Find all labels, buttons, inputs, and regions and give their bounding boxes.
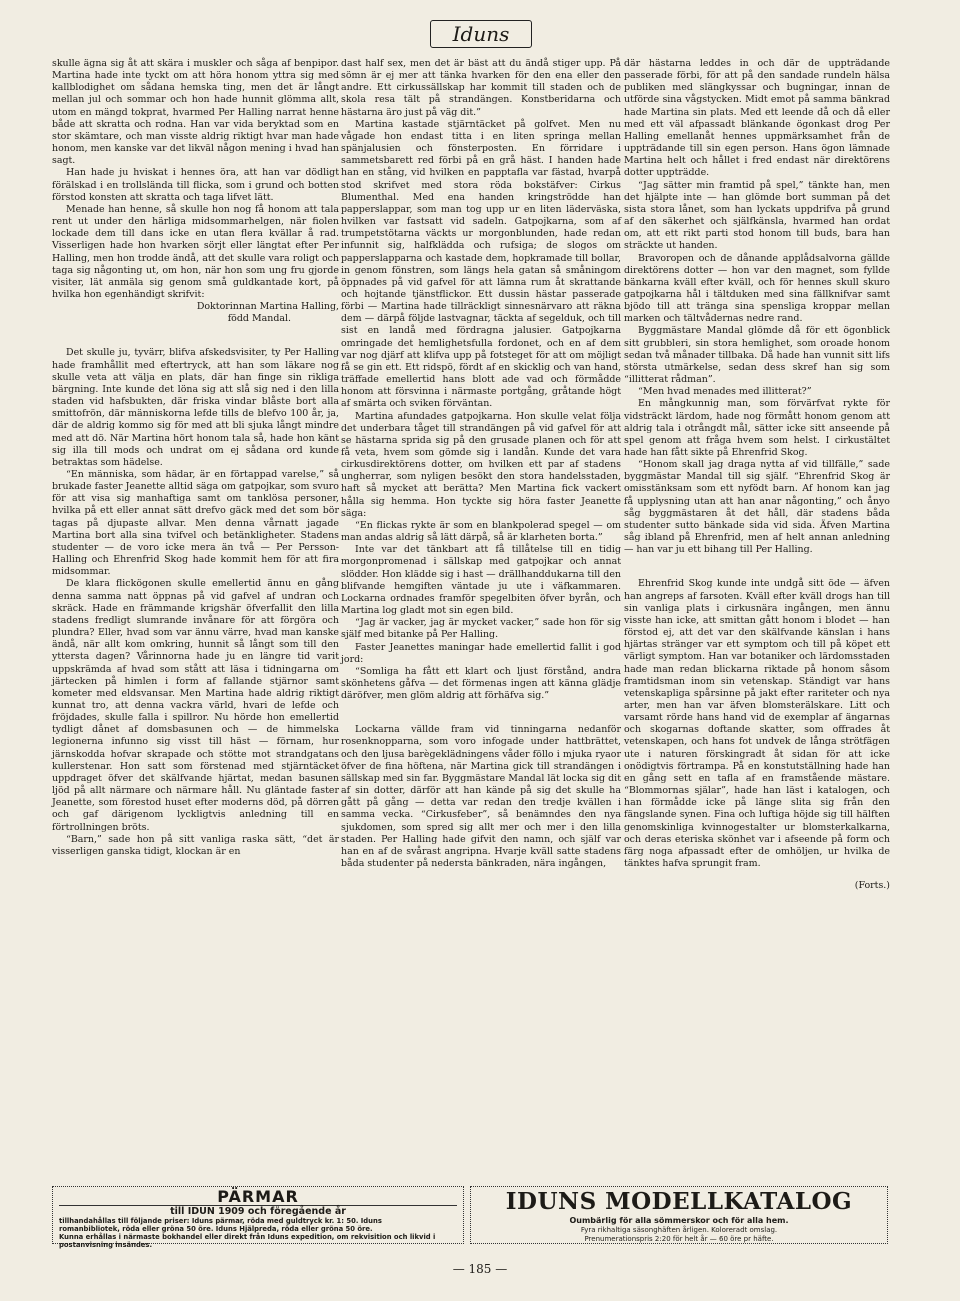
ad-title: PÄRMAR [59,1189,457,1206]
paragraph: Det skulle ju, tyvärr, blifva afskedsvisiter, ty Per Halling hade framhållit med eftertryck, att han som läkare nog skulle veta att välja en plats, där han finge sin rikliga bärgning. Inte kunde det löna sig att slå sig ned i den lilla staden vid hafsbukten, där friska vindar blåste bort alla smittofrön, där människorna lefde tills de blefvo 100 år, ja, där de aldrig kommo sig för med att bli sjuka långt mindre med att dö. När Martina hört honom tala så, hade hon känt sig illa till mods och undrat om ej sådana ord kunde betraktas som hädelse. [52,347,339,468]
continued-note: (Forts.) [854,880,890,892]
paragraph: skulle ägna sig åt att skära i muskler och såga af benpipor. Martina hade inte tyckt om att höra honom yttra sig med kallblodighet om sådana hemska ting, men det är långt mellan jul och sommar och hon hade hunnit glömma allt, utom en mängd tokprat, hvarmed Per Halling narrat henne både att skratta och rodna. Han var vida beryktad som en stor skämtare, och man visste aldrig riktigt hvar man hade honom, men kanske var det likväl någon mening i hvad han sagt. [52,58,339,167]
paragraph: Menade han henne, så skulle hon nog få honom att tala rent ut under den härliga midsommarhelgen, när fiolen lockade dem till dans icke en utan flera kvällar å rad. Visserligen hade hon hvarken sörjt eller längtat efter Per Halling, men hon trodde ändå, att det skulle vara roligt och taga sig någonting ut, om hon, när hon som ung fru gjorde visiter, lät anmäla sig genom små guldkantade kort, på hvilka hon egenhändigt skrifvit: [52,203,339,300]
paragraph: Ehrenfrid Skog kunde inte undgå sitt öde — äfven han angreps af farsoten. Kväll efter kväll drogs han till sin vanliga plats i cirkusnära ingången, men ännu visste han icke, att smittan gått honom i blodet — han förstod ej, att det var den skälfvande känslan i hans hjärtas stränger var ett symptom och till på köpet ett värligt symptom. Han var botaniker och lärdomsstaden hade man redan blickarna riktade på honom såsom framtidsman inom sin vetenskap. Ständigt var hans vetenskapliga spårsinne på jakt efter rariteter och nya arter, men han var äfven blomsterälskare. Litt och varsamt rörde hans hand vid de exemplar af ängarnas och skogarnas doftande skatter, som offrades åt vetenskapen, och hans fot undvek de långa strötfägen ute i naturen förskingradt åt sidan för att icke onödigtvis förtrampa. På en konstutställning hade han en gång sett en tafla af en framstående mästare. “Blommornas själar”, hade han läst i katalogen, och han förmådde icke på länge slita sig från den fängslande synen. Fina och luftiga höjde sig till hälften genomskinliga kvinnogestalter ur blomsterkalkarna, och deras eteriska skönhet var i afseende på form och färg noga afpassadt efter de omhöljen, ur hvilka de tänktes hafva sprungit fram. [624,578,890,869]
column-2 [341,58,621,870]
column-1 [52,58,339,858]
paragraph: Bravoropen och de dånande applådsalvorna gällde direktörens dotter — hon var den magnet, som fyllde bänkarna kväll efter kväll, och för hennes skull skuro gatpojkarna hål i tältduken med sina fällknifvar samt bjödo till att tränga sina spensliga kroppar mellan marken och tältvådernas nedre rand. [624,252,890,325]
ad-title: IDUNS MODELLKATALOG [505,1188,853,1215]
paragraph: Lockarna vällde fram vid tinningarna nedanför rosenknopparna, som voro infogade under hattbrättet, och den ljusa barègeklädningens våder föllo i mjuka ryaor öfver de fina höftena, när Martina gick till strandängen i sällskap med sin far. Byggmästare Mandal lät locka sig dit af sin dotter, därför att han kände på sig det skulle ha gått på gång — detta var redan den tredje kvällen i samma vecka. “Cirkusfeber”, så benämndes den nya sjukdomen, som spred sig allt mer och mer i den lilla staden. Per Halling hade gifvit den namn, och själf var han en af de svårast angripna. Hvarje kväll satte stadens båda studenter på nedersta bänkraden, nära ingången, [341,724,621,869]
paragraph: “En människa, som hädar, är en förtappad varelse,” så brukade faster Jeanette alltid säga om gatpojkar, som svuro för att visa sig manhaftiga samt om tanklösa personer, hvilka på ett eller annat sätt drefvo gäck med det som bör tagas på djupaste allvar. Men denna vårnatt jagade Martina bort alla sina tvifvel och betänkligheter. Stadens studenter — de voro icke mera än två — Per Persson-Halling och Ehrenfrid Skog hade kommit hem för att fira midsommar. [52,469,339,578]
paragraph: “Honom skall jag draga nytta af vid tillfälle,” sade byggmästar Mandal till sig själf. “Ehrenfrid Skog är omisstänksam som ett nyfödt barn. Af honom kan jag få upplysning utan att han anar någonting,” och ånyo såg byggmästaren åt det håll, där stadens båda studenter sutto bänkade sida vid sida. Äfven Martina såg ibland på Ehrenfrid, men af helt annan anledning — han var ju ett bihang till Per Halling. [624,459,890,556]
signature-line: Doktorinnan Martina Halling, [196,301,339,313]
paragraph: Martina afundades gatpojkarna. Hon skulle velat följa det underbara tåget till strandängen på vid gafvel för att se hästarna sprida sig på den grusade planen och för att få veta, hvem som gömde sig i landån. Kunde det vara cirkusdirektörens dotter, om hvilken ett par af stadens ungherrar, som nyligen besökt den stora handelsstaden, haft så mycket att berätta? Men Martina fick vackert hålla sig hemma. Hon tyckte sig höra faster Jeanette säga: [341,410,621,519]
section-gap [341,702,621,724]
paragraph: “Jag är vacker, jag är mycket vacker,” sade hon för sig själf med bitanke på Per Halling. [341,617,621,641]
section-gap [624,556,890,578]
paragraph: En mångkunnig man, som förvärfvat rykte för vidsträckt lärdom, hade nog förmått honom genom att aldrig tala i otrångdt mål, sätter icke sitt anseende på spel genom att fråga hvem som helst. I cirkustältet hade han fått sikte på Ehrenfrid Skog. [624,398,890,458]
paragraph: “Barn,” sade hon på sitt vanliga raska sätt, “det är visserligen ganska tidigt, klockan är en [52,833,339,857]
paragraph: Byggmästare Mandal glömde då för ett ögonblick sitt grubbleri, sin stora hemlighet, som oroade honom sedan två månader tillbaka. Då hade han vunnit sitt lifs största utmärkelse, sedan dess skref han sig som “illitterat rådman”. [624,325,890,386]
paragraph: De klara flickögonen skulle emellertid ännu en gång denna samma natt öppnas på vid gafvel af undran och skräck. Hade en främmande krigshär öfverfallit den lilla stadens fredligt slumrande invånare för att förgöra och plundra? Eller, hvad som var ännu värre, hvad man kanske ändå, när allt kom omkring, hunnit så långt som till den yttersta dagen? Vårinnorna hade ju en längre tid varit uppskrämda af hvad som stått att läsa i tidningarna om järtecken på himlen i form af fallande stjärnor samt kometer med eldsvansar. Men Martina hade aldrig riktigt kunnat tro, att denna vackra värld, hvari de lefde och fröjdades, skulle falla i spillror. Nu hörde hon emellertid tydligt dånet af domsbasunen och — de himmelska legionerna infunno sig visst till häst — förnam, hur järnskodda hofvar skrapade och stötte mot strandgatans kullerstenar. Hon satt som förstenad med stjärntäcket uppdraget öfver det skälfvande hjärtat, medan basunen ljöd på allt närmare och närmare håll. Nu gläntade faster Jeanette, som förestod huset efter moderns död, på dörren och gaf därigenom lyckligtvis anledning till en förtrollningen bröts. [52,578,339,833]
paragraph: där hästarna leddes in och där de uppträdande passerade förbi, för att på den sandade rundeln hälsa publiken med slängkyssar och bugningar, innan de utförde sina vågstycken. Midt emot på samma bänkrad hade Martina sin plats. Med ett leende då och då eller med ett väl afpassadt blänkande ögonkast drog Per Halling emellanåt hennes uppmärksamhet från de uppträdande till sin egen person. Hans ögon lämnade Martina helt och hållet i fred endast när direktörens dotter uppträdde. [624,58,890,179]
ad-modellkatalog [470,1186,888,1244]
paragraph: Inte var det tänkbart att få tillåtelse till en tidig morgonpromenad i sällskap med gatpojkar och annat slödder. Hon klädde sig i hast — drällhanddukarna till den blifvande hemgiften väntade ju ute i väfkammaren. Lockarna ordnades framför spegelbiten öfver byrån, och Martina log gladt mot sin egen bild. [341,544,621,617]
paragraph: dast half sex, men det är bäst att du ändå stiger upp. På sömn är ej mer att tänka hvarken för den ena eller den andre. Ett cirkussällskap har kommit till staden och de skola resa tält på strandängen. Konstberidarna och hästarna äro just på väg dit.” [341,58,621,118]
paragraph: “Jag sätter min framtid på spel,” tänkte han, men det hjälpte inte — han glömde bort summan på det sista stora lånet, som han lyckats uppdrifva på grund af den säkerhet och själfkänsla, hvarmed han ordat om, att ett rikt parti stod honom till buds, bara han sträckte ut handen. [624,179,890,252]
page-number: — 185 — [452,1262,508,1276]
ad-parmar [52,1186,464,1249]
column-3 [624,58,890,892]
masthead-logo: Iduns [430,20,532,48]
ad-text-line: Prenumerationspris 2:20 för helt år — 60 öre pr häfte. [584,1235,774,1243]
paragraph: “En flickas rykte är som en blankpolerad spegel — om man andas aldrig så lätt därpå, så är klarheten borta.” [341,519,621,544]
paragraph: Faster Jeanettes maningar hade emellertid fallit i god jord: [341,641,621,665]
ad-text-line: Fyra rikhaltiga säsonghäften årligen. Koloreradt omslag. [580,1226,778,1234]
paragraph: Han hade ju hviskat i hennes öra, att han var dödligt förälskad i en trollslända till flicka, som i grund och botten förstod konsten att skratta och taga lifvet lätt. [52,167,339,203]
paragraph: Martina kastade stjärntäcket på golfvet. Men nu vågade hon endast titta i en liten springa mellan spänjalusien och fönsterposten. En förridare i sammetsbarett red förbi på en grå häst. I handen hade han en stång, vid hvilken en papptafla var fästad, hvarpå stod skrifvet med stora röda bokstäfver: Cirkus Blumenthal. Med ena handen kringströdde han papperslappar, som man tog upp ur en liten läderväska, hvilken var fastsatt vid sadeln. Gatpojkarna, som af trumpetstötarna väckts ur morgonblunden, hade redan infunnit sig, halfklädda och rufsiga; de slogos om papperslapparna och kastade dem, hopkramade till bollar, in genom fönstren, som längs hela gatan så småningom öppnades på vid gafvel för att lämna rum åt skrattande och hojtande tjänstflickor. Ett dussin hästar passerade förbi — Martina hade tillräckligt sinnesnärvaro att räkna dem — därpå följde lastvagnar, täckta af segelduk, och till sist en landå med fördragna jalusier. Gatpojkarna omringade det hemlighetsfulla fordonet, och en af dem var nog djärf att klifva upp på fotsteget för att om möjligt få se gin ett. Ett ridspö, fördt af en skicklig och van hand, träffade emellertid hans blott ade vad och förmådde honom att försvinna i närmaste portgång, gråtande högt af smärta och sviken förväntan. [341,118,621,410]
ad-text-line: romanbibliotek, röda eller gröna 50 öre. Iduns Hjälpreda, röda eller gröna 50 öre. [59,1225,373,1233]
ad-text-line: tillhandahållas till följande priser: Iduns pärmar, röda med guldtryck kr. 1: 50. Iduns [59,1217,382,1225]
ad-text-line: Oumbärlig för alla sömmerskor och för alla hem. [569,1216,789,1225]
section-gap [52,325,339,347]
signature-line: född Mandal. [227,313,291,325]
paragraph: “Somliga ha fått ett klart och ljust förstånd, andra skönhetens gåfva — det förmenas ingen att känna glädje däröfver, men glöm aldrig att förhäfva sig.” [341,665,621,702]
paragraph: “Men hvad menades med illitterat?” [638,386,812,398]
ad-text-line: Kunna erhållas i närmaste bokhandel eller direkt från Iduns expedition, om rekvisition och likvid i postanvisning insändes. [59,1233,436,1249]
ad-subtitle: till IDUN 1909 och föregående år [170,1206,346,1217]
